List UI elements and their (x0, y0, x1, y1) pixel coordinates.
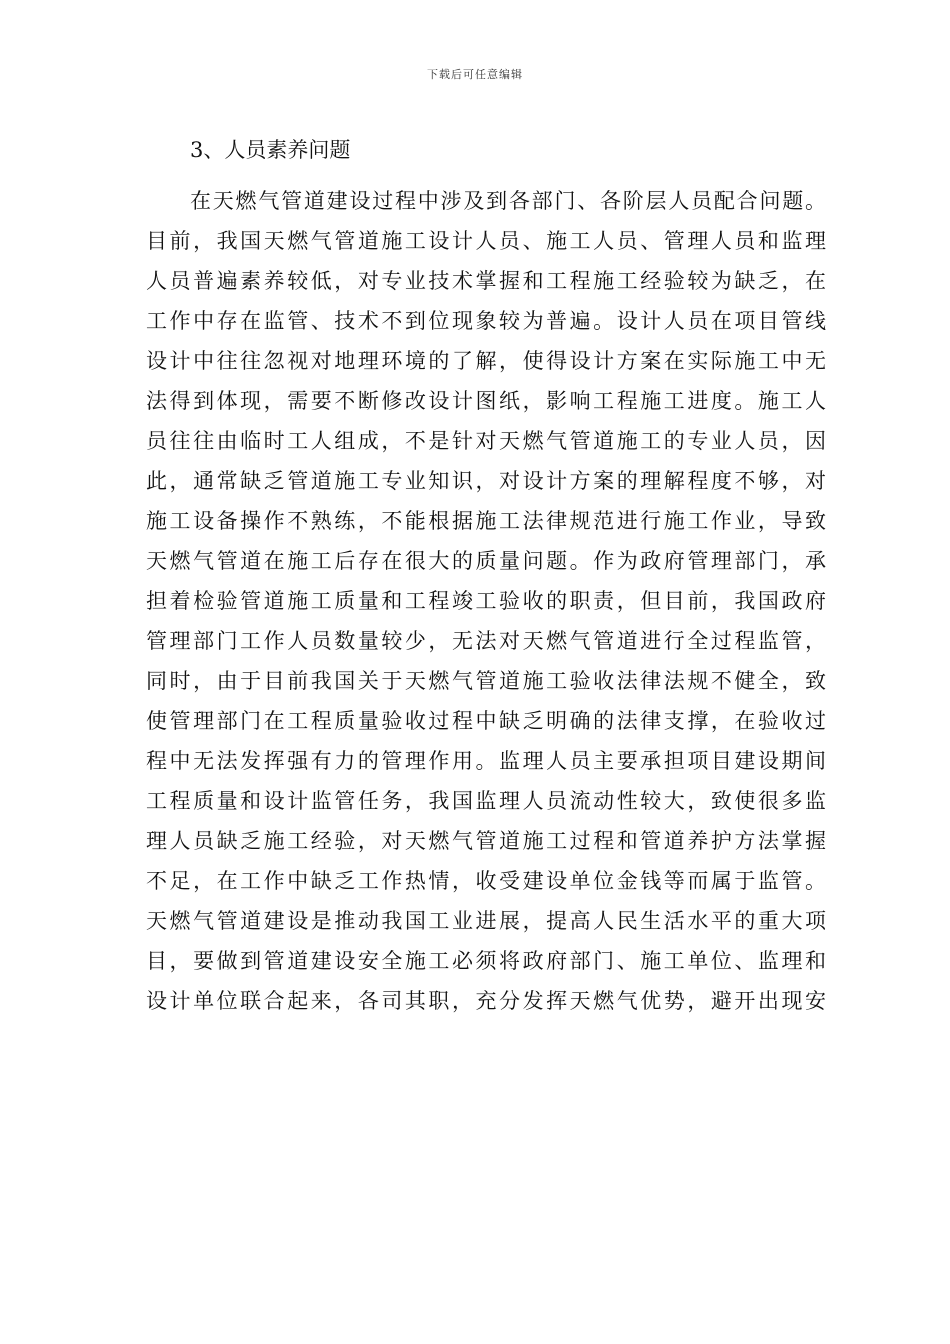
paragraph-line: 不足，在工作中缺乏工作热情，收受建设单位金钱等而属于监管。 (146, 869, 826, 893)
paragraph-line: 员往往由临时工人组成，不是针对天燃气管道施工的专业人员，因 (146, 429, 826, 453)
paragraph-line: 使管理部门在工程质量验收过程中缺乏明确的法律支撑，在验收过 (146, 709, 826, 733)
paragraph-line: 此，通常缺乏管道施工专业知识，对设计方案的理解程度不够，对 (146, 469, 826, 493)
paragraph-line: 天燃气管道建设是推动我国工业进展，提高人民生活水平的重大项 (146, 909, 826, 933)
paragraph-line: 在天燃气管道建设过程中涉及到各部门、各阶层人员配合问题。 (190, 189, 826, 213)
paragraph-line: 管理部门工作人员数量较少，无法对天燃气管道进行全过程监管， (146, 629, 826, 653)
paragraph-line: 同时，由于目前我国关于天燃气管道施工验收法律法规不健全，致 (146, 669, 826, 693)
paragraph-line: 法得到体现，需要不断修改设计图纸，影响工程施工进度。施工人 (146, 389, 826, 413)
paragraph-line: 施工设备操作不熟练，不能根据施工法律规范进行施工作业，导致 (146, 509, 826, 533)
page-header: 下载后可任意编辑 (427, 68, 523, 81)
paragraph-line: 目前，我国天燃气管道施工设计人员、施工人员、管理人员和监理 (146, 229, 826, 253)
body-paragraph (146, 184, 826, 1024)
paragraph-line: 程中无法发挥强有力的管理作用。监理人员主要承担项目建设期间 (146, 749, 826, 773)
section-heading: 3、人员素养问题 (190, 138, 351, 162)
paragraph-line: 工程质量和设计监管任务，我国监理人员流动性较大，致使很多监 (146, 789, 826, 813)
paragraph-line: 担着检验管道施工质量和工程竣工验收的职责，但目前，我国政府 (146, 589, 826, 613)
paragraph-line: 工作中存在监管、技术不到位现象较为普遍。设计人员在项目管线 (146, 309, 826, 333)
paragraph-line: 目，要做到管道建设安全施工必须将政府部门、施工单位、监理和 (146, 949, 826, 973)
paragraph-line: 天燃气管道在施工后存在很大的质量问题。作为政府管理部门，承 (146, 549, 826, 573)
paragraph-line: 理人员缺乏施工经验，对天燃气管道施工过程和管道养护方法掌握 (146, 829, 826, 853)
paragraph-line: 人员普遍素养较低，对专业技术掌握和工程施工经验较为缺乏，在 (146, 269, 826, 293)
paragraph-line: 设计单位联合起来，各司其职，充分发挥天燃气优势，避开出现安 (146, 989, 826, 1013)
paragraph-line: 设计中往往忽视对地理环境的了解，使得设计方案在实际施工中无 (146, 349, 826, 373)
